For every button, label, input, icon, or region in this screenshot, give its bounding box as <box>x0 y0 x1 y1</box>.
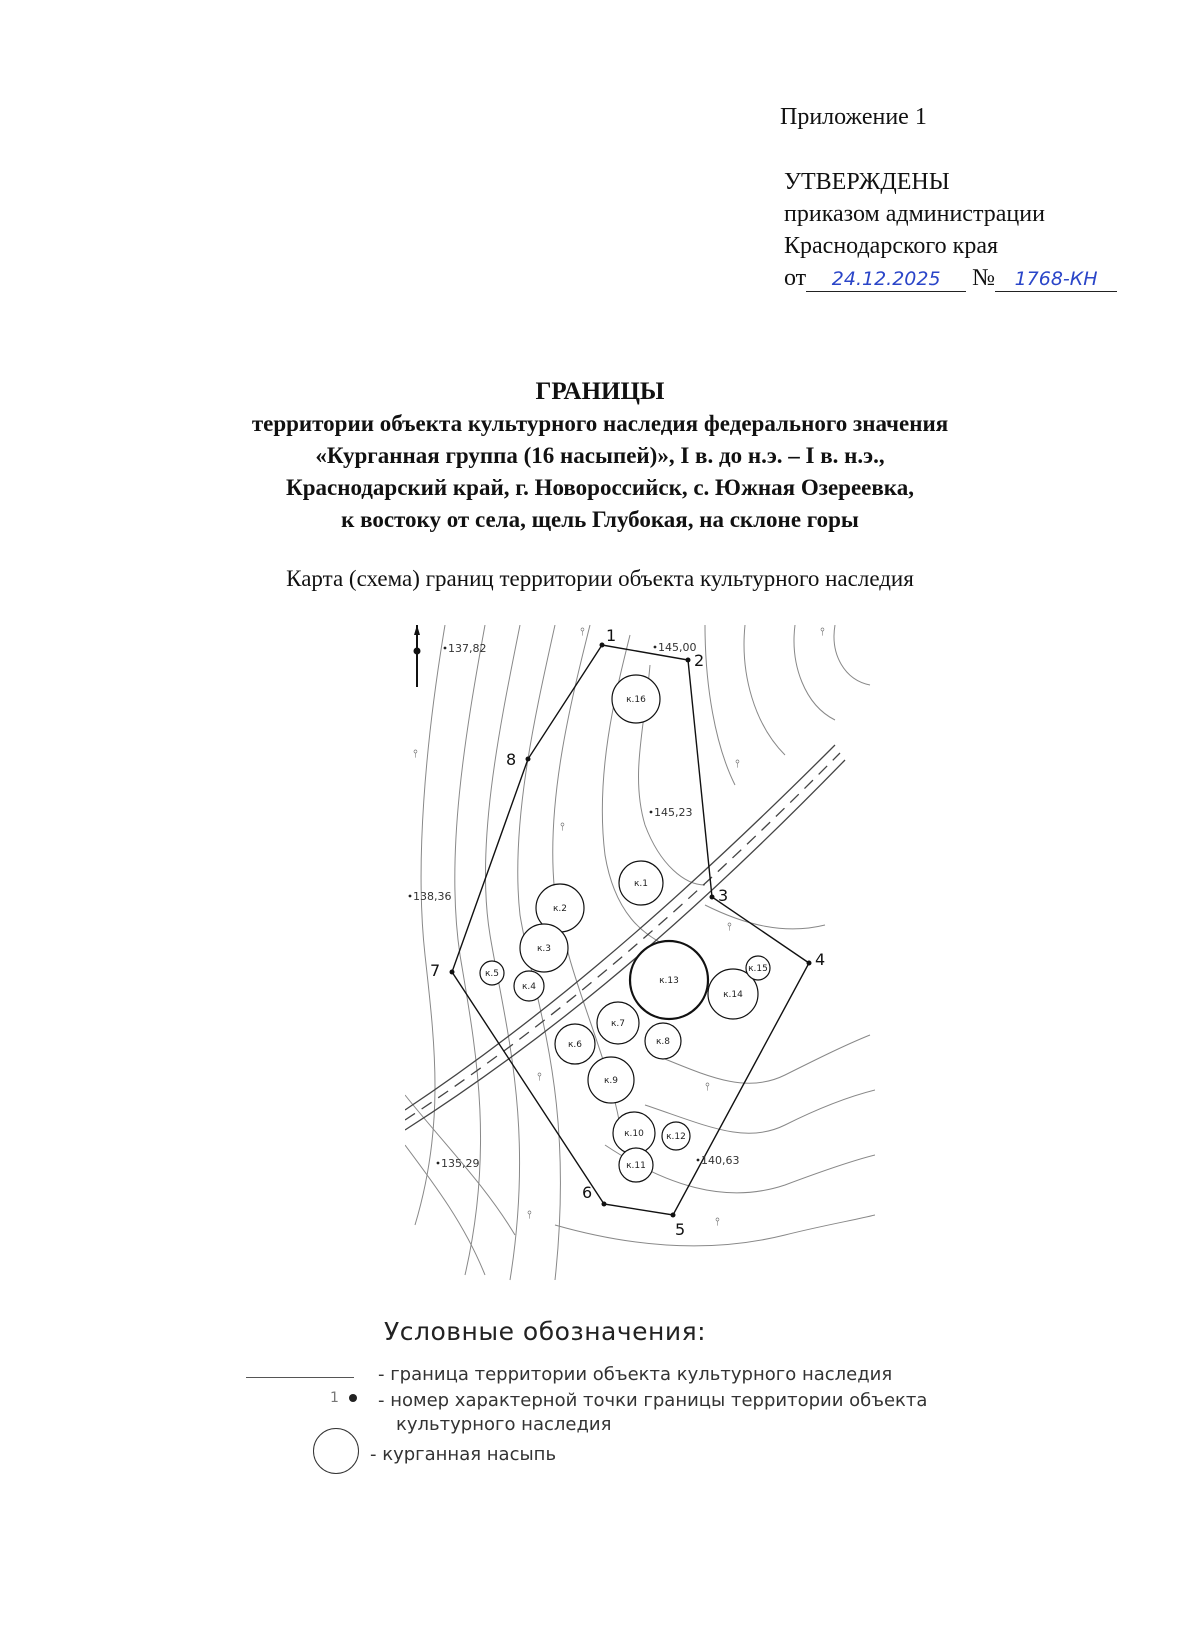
document-title <box>0 376 1200 536</box>
map-subtitle: Карта (схема) границ территории объекта культурного наследия <box>286 566 914 591</box>
contour-line <box>705 625 735 785</box>
grass-icon: ⫯ <box>715 1215 720 1228</box>
mound-label: к.2 <box>552 904 568 914</box>
number-prefix: № <box>972 265 996 291</box>
mound-label: к.6 <box>567 1040 583 1050</box>
grass-icon: ⫯ <box>537 1070 542 1083</box>
order-line <box>784 262 1117 294</box>
contour-line <box>655 1035 870 1083</box>
elevation-label: 138,36 <box>413 890 452 903</box>
elevation-dot <box>697 1159 700 1162</box>
title-line3: Краснодарский край, г. Новороссийск, с. Южная Озереевка, <box>286 475 914 500</box>
contour-line <box>485 625 520 1280</box>
mound-label: к.10 <box>624 1129 644 1139</box>
boundary-point-label: 8 <box>506 750 517 769</box>
grass-icon: ⫯ <box>727 920 732 933</box>
north-arrow-icon <box>414 625 421 687</box>
title-line1: территории объекта культурного наследия федерального значения <box>251 411 949 436</box>
contour-line <box>794 625 835 720</box>
boundary-point-label: 5 <box>675 1220 686 1239</box>
approved-by-line1: приказом администрации <box>784 201 1045 227</box>
title-line4: к востоку от села, щель Глубокая, на склоне горы <box>341 507 859 532</box>
appendix-label: Приложение 1 <box>780 104 927 130</box>
elevation-label: 145,00 <box>658 641 697 654</box>
legend-mound-label: - курганная насыпь <box>370 1444 557 1465</box>
elevation-label: 140,63 <box>701 1154 740 1167</box>
mound-label: к.5 <box>484 969 500 979</box>
legend-title: Условные обозначения: <box>384 1317 707 1346</box>
grass-icon: ⫯ <box>560 820 565 833</box>
boundary-point-label: 6 <box>582 1183 593 1202</box>
boundary-point-dot <box>450 970 455 975</box>
elevation-dot <box>437 1162 440 1165</box>
legend-point-label: - номер характерной точки границы территории объекта <box>378 1390 928 1411</box>
title-line2: «Курганная группа (16 насыпей)», I в. до н.э. – I в. н.э., <box>315 443 885 468</box>
grass-icon: ⫯ <box>527 1208 532 1221</box>
legend-boundary-label: - граница территории объекта культурного наследия <box>378 1364 893 1385</box>
legend-point-label-cont: культурного наследия <box>396 1414 612 1435</box>
title-heading: ГРАНИЦЫ <box>535 378 665 405</box>
mound-label: к.15 <box>748 964 768 974</box>
approved-label: УТВЕРЖДЕНЫ <box>784 169 950 195</box>
approved-by-line2: Краснодарского края <box>784 233 999 259</box>
boundary-point-dot <box>671 1213 676 1218</box>
boundary-point-label: 4 <box>815 950 826 969</box>
order-date: 24.12.2025 <box>806 267 966 292</box>
date-prefix: от <box>784 265 807 291</box>
boundary-point-label: 3 <box>718 886 729 905</box>
grass-icon: ⫯ <box>820 625 825 638</box>
boundary-point-dot <box>807 961 812 966</box>
elevation-label: 145,23 <box>654 806 693 819</box>
grass-icon: ⫯ <box>735 757 740 770</box>
boundary-point-label: 7 <box>430 961 441 980</box>
legend-point-dot-icon <box>349 1394 357 1402</box>
grass-icon: ⫯ <box>413 747 418 760</box>
mound-label: к.1 <box>633 879 649 889</box>
contour-line <box>834 625 870 685</box>
mound-label: к.3 <box>536 944 552 954</box>
legend-mound-circle-icon <box>313 1428 359 1474</box>
order-number: 1768-КН <box>995 267 1117 292</box>
grass-icon: ⫯ <box>705 1080 710 1093</box>
mound-label: к.11 <box>626 1161 646 1171</box>
mound-label: к.4 <box>521 982 537 992</box>
elevation-label: 135,29 <box>441 1157 480 1170</box>
grass-icon: ⫯ <box>580 625 585 638</box>
boundary-point-label: 2 <box>694 651 705 670</box>
mound-label: к.8 <box>655 1037 671 1047</box>
mound-label: к.7 <box>610 1019 626 1029</box>
mound-label: к.12 <box>666 1132 686 1142</box>
elevation-dot <box>654 646 657 649</box>
mound-label: к.16 <box>626 695 646 705</box>
boundary-point-dot <box>686 658 691 663</box>
contour-line <box>744 625 785 755</box>
contour-line <box>705 905 825 929</box>
boundary-map <box>405 625 875 1285</box>
legend-point-sample <box>330 1390 357 1406</box>
mound-label: к.14 <box>723 990 743 1000</box>
elevation-dot <box>650 811 653 814</box>
legend-point-number: 1 <box>330 1390 339 1406</box>
elevation-dot <box>444 647 447 650</box>
mound-label: к.9 <box>603 1076 619 1086</box>
approval-block <box>784 166 1117 294</box>
elevation-label: 137,82 <box>448 642 487 655</box>
legend-boundary-sample <box>246 1377 354 1378</box>
boundary-point-dot <box>710 895 715 900</box>
boundary-point-dot <box>600 643 605 648</box>
contour-line <box>415 625 445 1225</box>
mound-label: к.13 <box>659 976 679 986</box>
boundary-point-dot <box>602 1202 607 1207</box>
boundary-point-label: 1 <box>606 626 617 645</box>
elevation-dot <box>409 895 412 898</box>
boundary-point-dot <box>526 757 531 762</box>
